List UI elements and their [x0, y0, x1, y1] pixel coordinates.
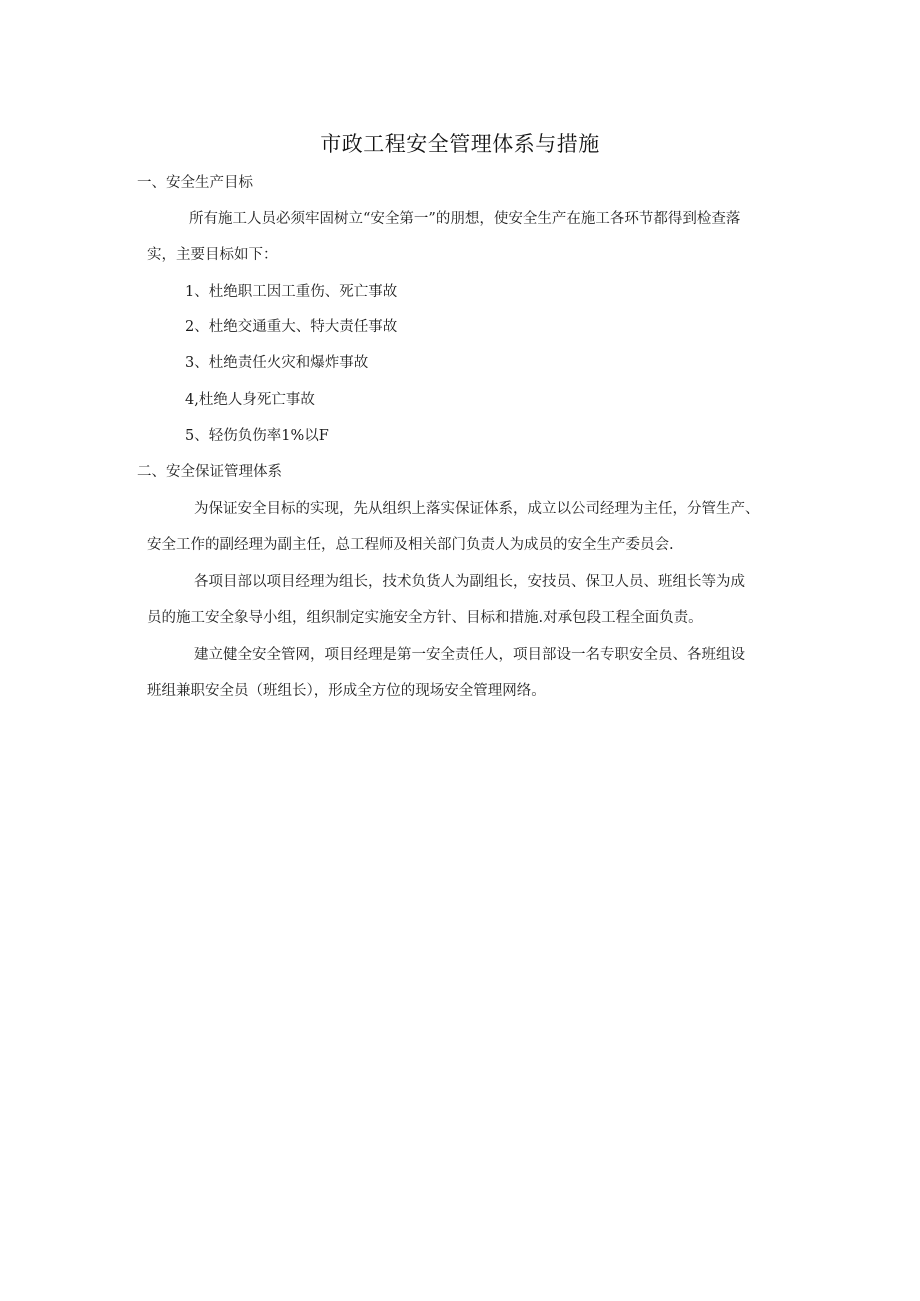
section-heading-safety-system: 二、安全保证管理体系	[137, 464, 282, 480]
paragraph-line: 实，主要目标如下：	[147, 247, 278, 263]
section-heading-safety-goals: 一、安全生产目标	[137, 175, 253, 191]
paragraph-line: 班组兼职安全员（班组长），形成全方位的现场安全管理网络。	[147, 683, 546, 699]
goal-item: 5、轻伤负伤率1%以F	[185, 428, 329, 444]
paragraph-line: 为保证安全目标的实现，先从组织上落实保证体系，成立以公司经理为主任，分管生产、	[194, 501, 760, 517]
paragraph-line: 员的施工安全象导小组，组织制定实施安全方针、目标和措施.对承包段工程全面负责。	[147, 610, 703, 626]
goal-item: 1、杜绝职工因工重伤、死亡事故	[185, 284, 398, 300]
goal-item: 3、杜绝责任火灾和爆炸事故	[185, 355, 369, 371]
paragraph-line: 各项目部以项目经理为组长，技术负货人为副组长，安技员、保卫人员、班组长等为成	[194, 574, 745, 590]
goal-item: 4,杜绝人身死亡事故	[185, 392, 315, 408]
goal-item: 2、杜绝交通重大、特大责任事故	[185, 319, 398, 335]
paragraph-line: 安全工作的副经理为副主任，总工程师及相关部门负责人为成员的安全生产委员会.	[147, 537, 674, 553]
paragraph-line: 所有施工人员必须牢固树立“安全第一”的朋想，使安全生产在施工各环节都得到检查落	[189, 211, 741, 227]
paragraph-line: 建立健全安全管网，项目经理是第一安全责任人，项目部设一名专职安全员、各班组设	[194, 647, 745, 663]
document-title: 市政工程安全管理体系与措施	[320, 132, 600, 156]
